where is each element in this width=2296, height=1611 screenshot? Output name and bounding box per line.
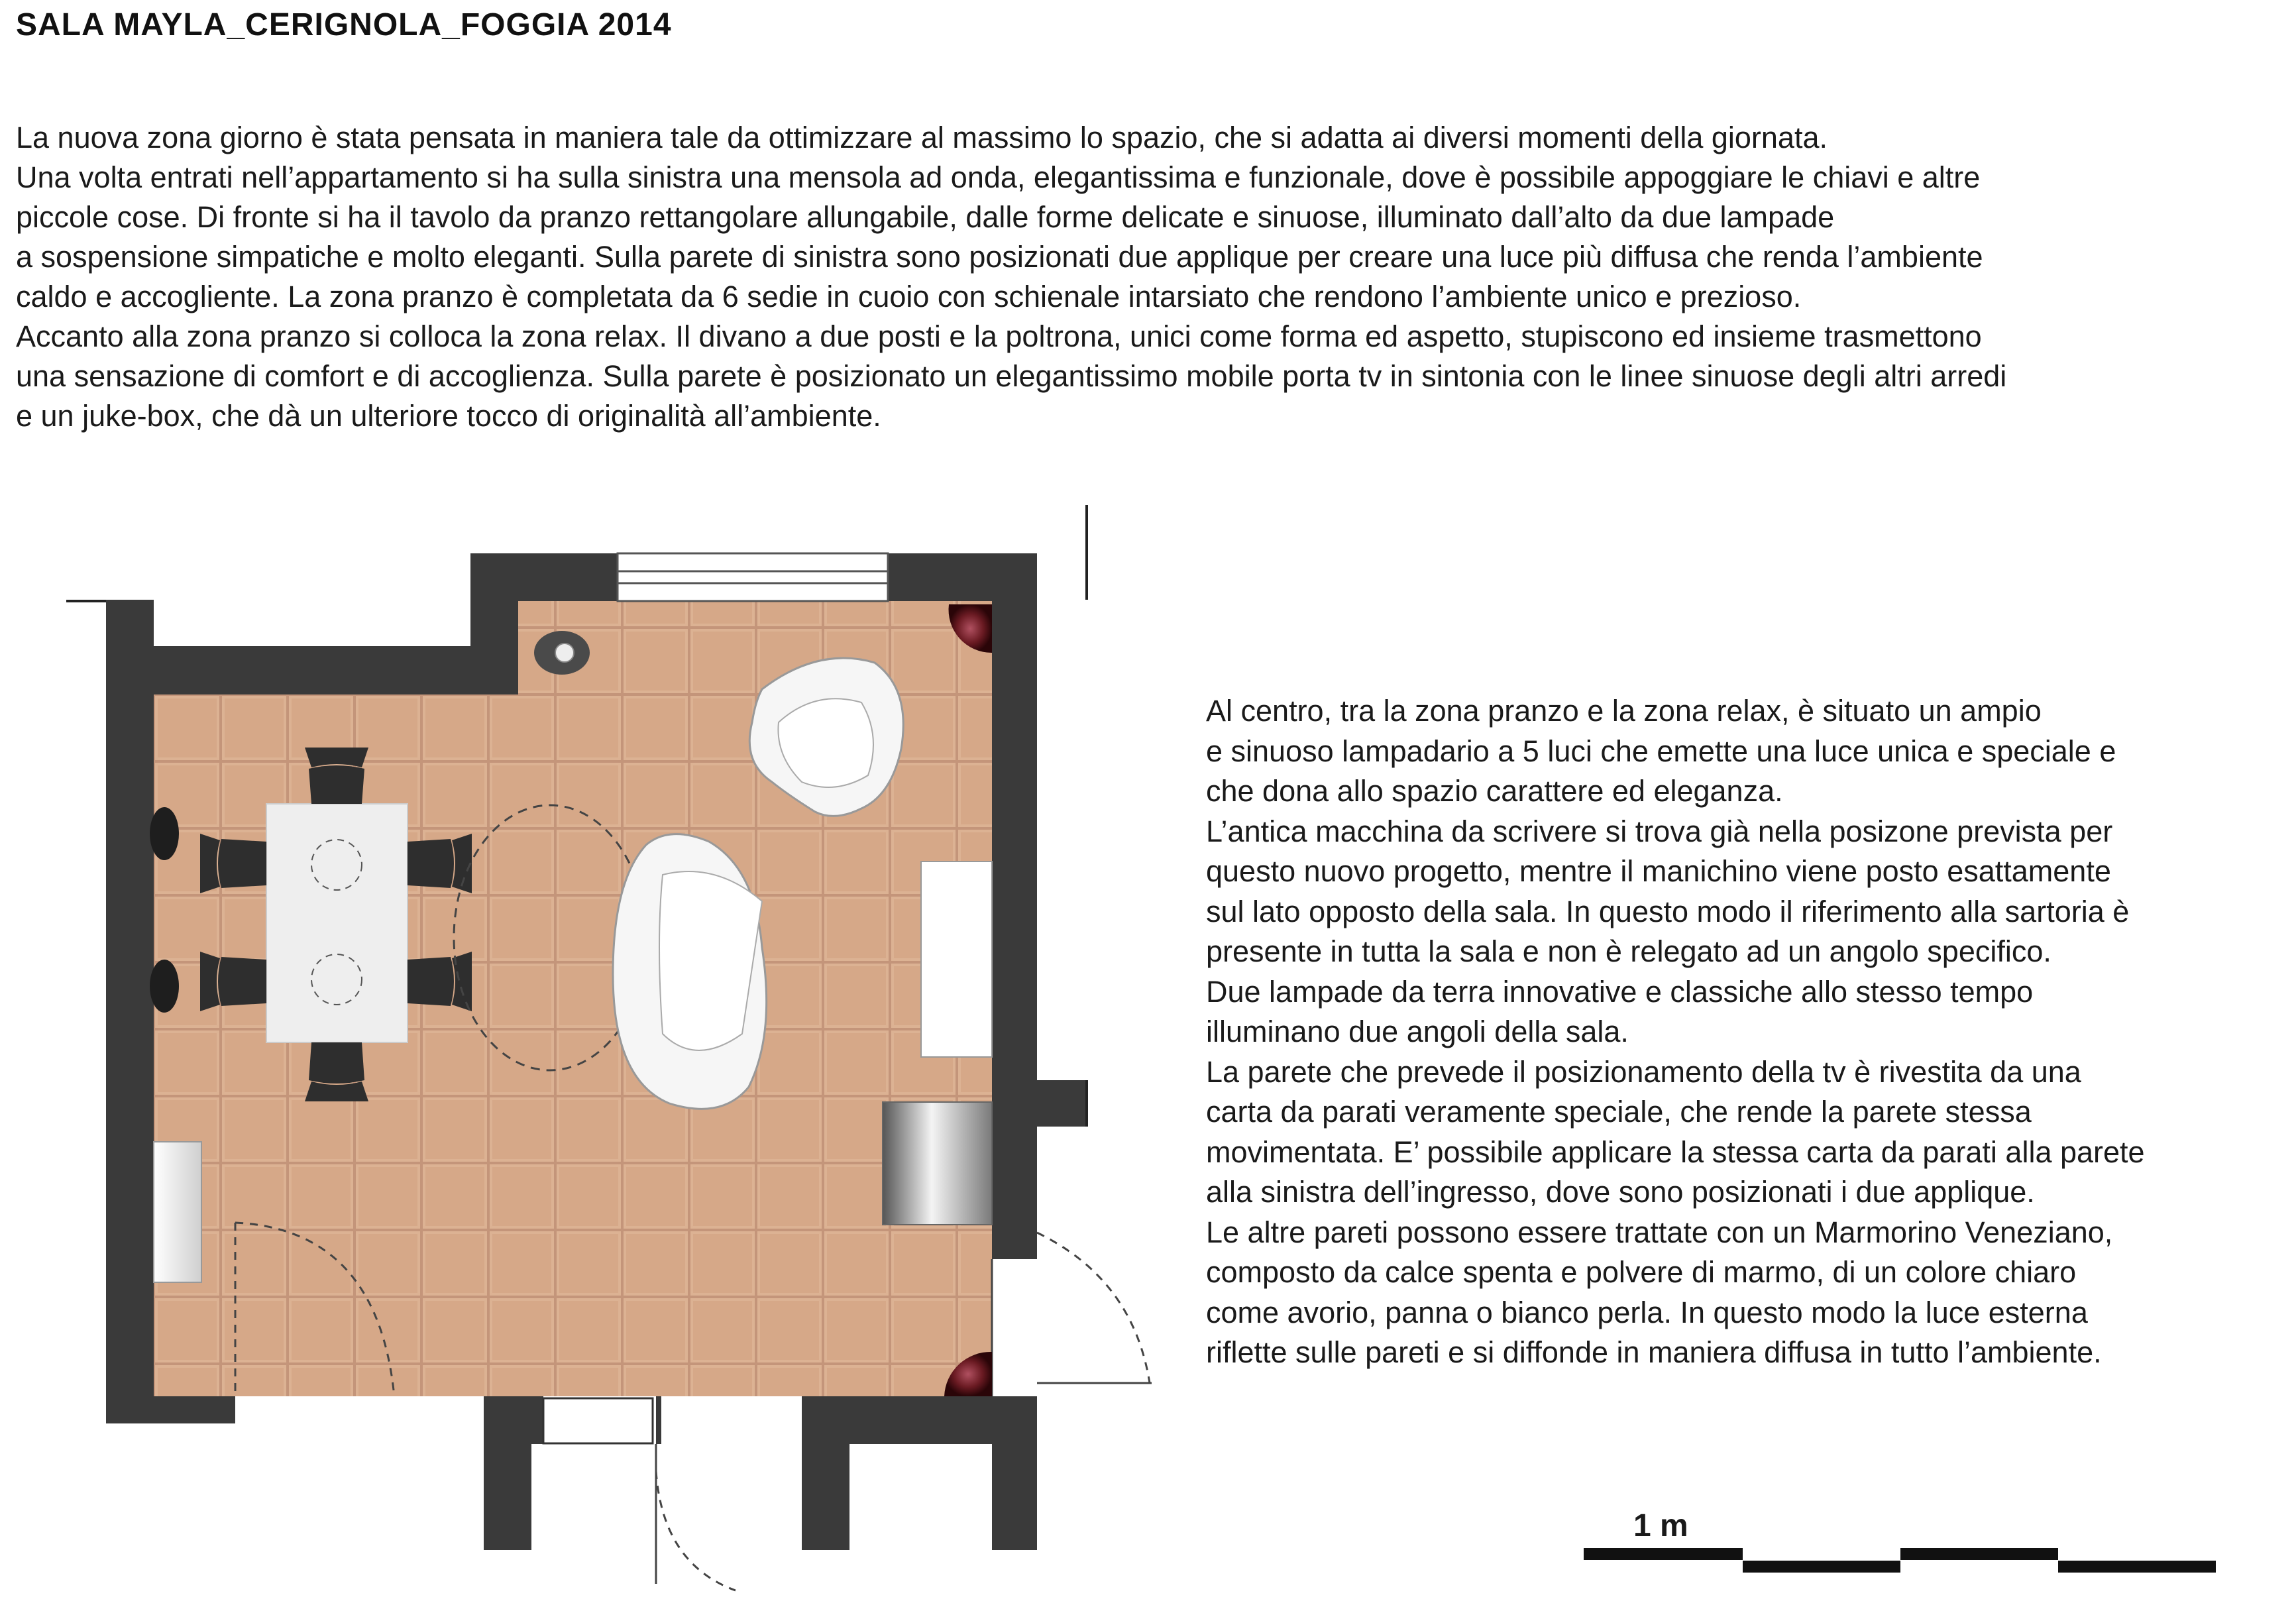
side-line: che dona allo spazio carattere ed eleganza. xyxy=(1206,774,1783,808)
wall-applique xyxy=(150,807,179,860)
side-line: riflette sulle pareti e si diffonde in maniera diffusa in tutto l’ambiente. xyxy=(1206,1335,2102,1369)
tv-cabinet xyxy=(921,861,992,1057)
juke-box xyxy=(883,1102,992,1225)
page-title: SALA MAYLA_CERIGNOLA_FOGGIA 2014 xyxy=(16,7,672,42)
side-line: carta da parati veramente speciale, che rende la parete stessa xyxy=(1206,1095,2032,1129)
side-paragraph xyxy=(1206,691,2279,1373)
intro-line: e un juke-box, che dà un ulteriore tocco di originalità all’ambiente. xyxy=(16,399,881,433)
wave-shelf xyxy=(154,1142,201,1282)
wall-applique xyxy=(150,960,179,1013)
side-line: come avorio, panna o bianco perla. In questo modo la luce esterna xyxy=(1206,1295,2088,1329)
scale-bar xyxy=(1584,1548,2216,1573)
intro-line: piccole cose. Di fronte si ha il tavolo da pranzo rettangolare allungabile, dalle forme delicate e sinuose, illuminato dall’alto da due lampade xyxy=(16,200,1835,234)
side-line: La parete che prevede il posizionamento della tv è rivestita da una xyxy=(1206,1054,2081,1089)
side-line: composto da calce spenta e polvere di marmo, di un colore chiaro xyxy=(1206,1255,2077,1289)
side-line: Al centro, tra la zona pranzo e la zona relax, è situato un ampio xyxy=(1206,694,2042,728)
side-line: Le altre pareti possono essere trattate con un Marmorino Veneziano, xyxy=(1206,1215,2113,1249)
side-line: L’antica macchina da scrivere si trova già nella posizone prevista per xyxy=(1206,814,2113,848)
scale-label: 1 m xyxy=(1633,1508,1688,1543)
side-line: movimentata. E’ possibile applicare la stessa carta da parati alla parete xyxy=(1206,1135,2145,1169)
side-line: sul lato opposto della sala. In questo modo il riferimento alla sartoria è xyxy=(1206,894,2130,928)
intro-line: caldo e accogliente. La zona pranzo è completata da 6 sedie in cuoio con schienale intarsiato che rendono l’ambiente unico e prezioso. xyxy=(16,280,1802,313)
intro-line: Accanto alla zona pranzo si colloca la zona relax. Il divano a due posti e la poltrona, unici come forma ed aspetto, stupiscono ed insieme trasmettono xyxy=(16,319,1982,353)
dining-table xyxy=(266,804,408,1042)
intro-line: La nuova zona giorno è stata pensata in maniera tale da ottimizzare al massimo lo spazio, che si adatta ai diversi momenti della giornata. xyxy=(16,121,1828,154)
side-line: presente in tutta la sala e non è relegato ad un angolo specifico. xyxy=(1206,934,2051,968)
window xyxy=(618,553,888,601)
intro-line: a sospensione simpatiche e molto eleganti. Sulla parete di sinistra sono posizionati due applique per creare una luce più diffusa che renda l’ambiente xyxy=(16,240,1983,274)
side-line: alla sinistra dell’ingresso, dove sono posizionati i due applique. xyxy=(1206,1175,2035,1209)
side-line: e sinuoso lampadario a 5 luci che emette una luce unica e speciale e xyxy=(1206,734,2116,768)
intro-line: Una volta entrati nell’appartamento si ha sulla sinistra una mensola ad onda, elegantissima e funzionale, dove è possibile appoggiare le chiavi e altre xyxy=(16,160,1981,194)
niche-shelf xyxy=(543,1398,653,1443)
side-line: Due lampade da terra innovative e classiche allo stesso tempo xyxy=(1206,974,2034,1009)
side-line: illuminano due angoli della sala. xyxy=(1206,1015,1629,1048)
entrance-door-bottom xyxy=(656,1444,736,1590)
intro-line: una sensazione di comfort e di accoglienza. Sulla parete è posizionato un elegantissimo mobile porta tv in sintonia con le linee sinuose degli altri arredi xyxy=(16,359,2007,393)
side-line: questo nuovo progetto, mentre il manichino viene posto esattamente xyxy=(1206,854,2111,888)
typewriter xyxy=(534,631,590,675)
